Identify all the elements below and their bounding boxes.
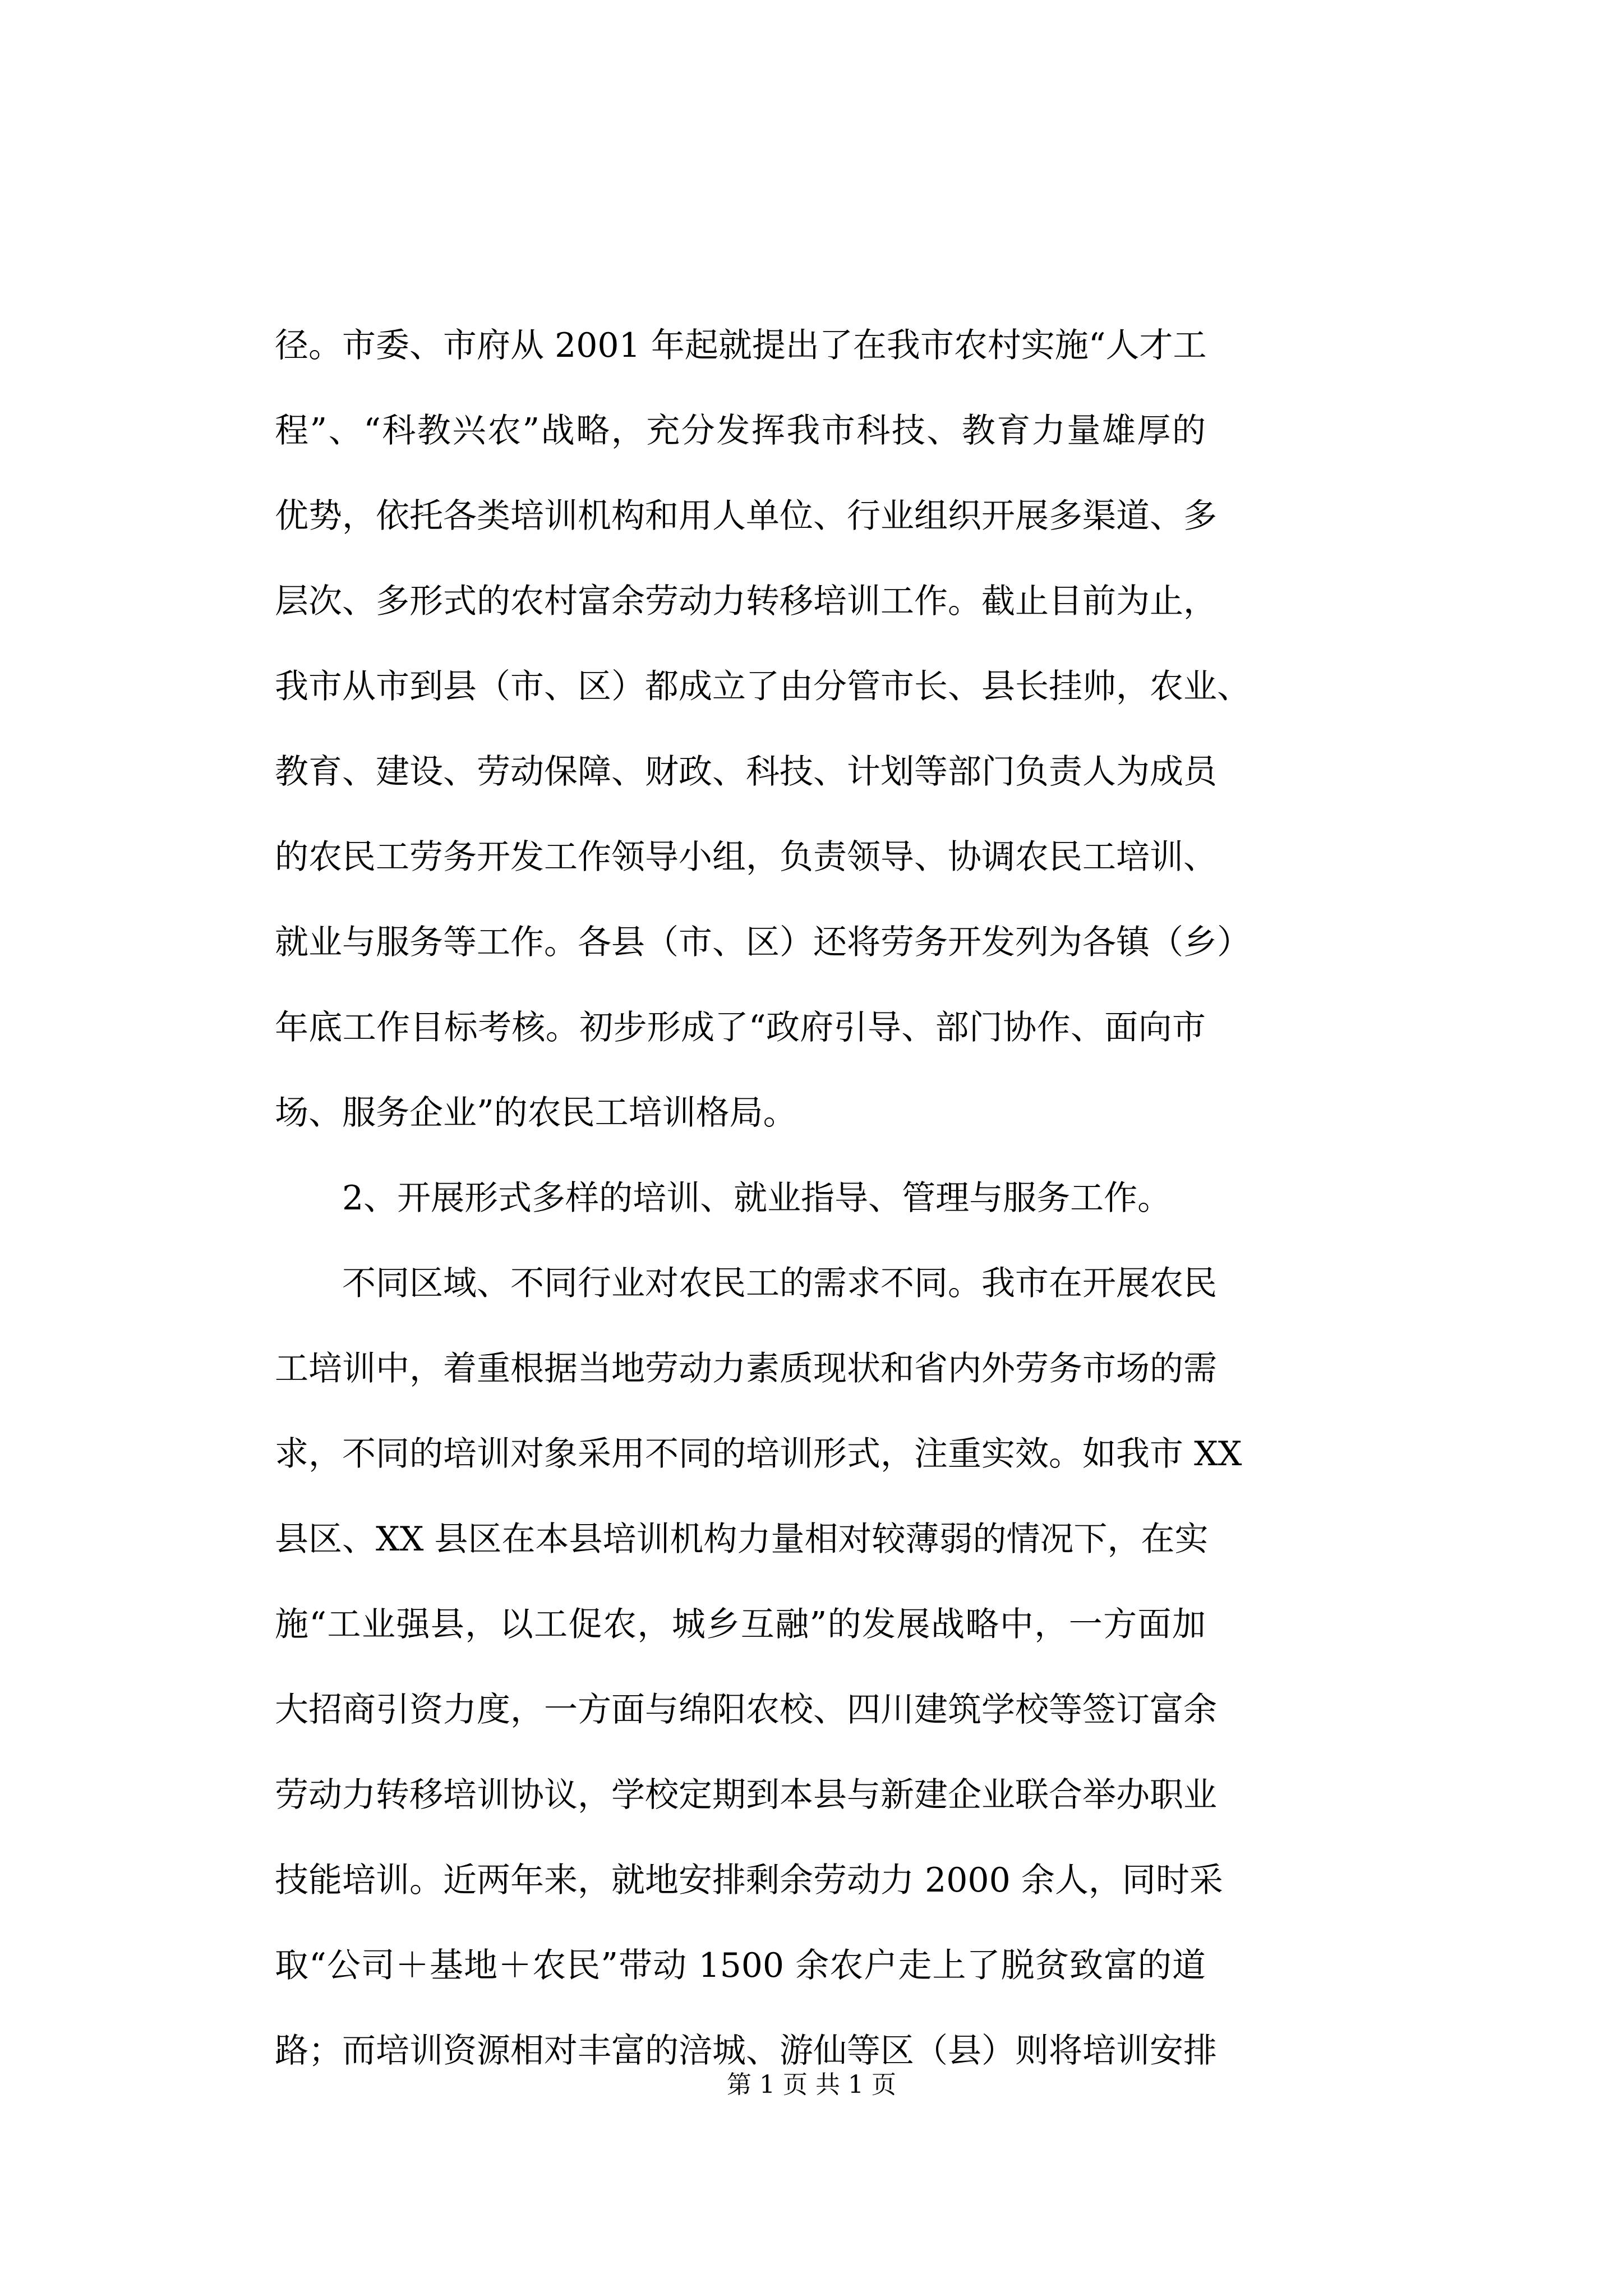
text-line: 县区、XX 县区在本县培训机构力量相对较薄弱的情况下，在实 (275, 1520, 1209, 1559)
text-line: 优势，依托各类培训机构和用人单位、行业组织开展多渠道、多 (275, 496, 1217, 536)
text-line: 年底工作目标考核。初步形成了“政府引导、部门协作、面向市 (275, 1008, 1206, 1047)
text-line: 我市从市到县（市、区）都成立了由分管市长、县长挂帅，农业、 (275, 667, 1251, 706)
section-heading: 2、开展形式多样的培训、就业指导、管理与服务工作。 (275, 1179, 1172, 1218)
paragraph-end-line: 场、服务企业”的农民工培训格局。 (275, 1093, 797, 1133)
text-line: 大招商引资力度，一方面与绵阳农校、四川建筑学校等签订富余 (275, 1690, 1217, 1729)
text-line: 工培训中，着重根据当地劳动力素质现状和省内外劳务市场的需 (275, 1349, 1217, 1388)
text-line: 技能培训。近两年来，就地安排剩余劳动力 2000 余人，同时采 (275, 1861, 1223, 1900)
text-line: 取“公司＋基地＋农民”带动 1500 余农户走上了脱贫致富的道 (275, 1946, 1206, 1985)
text-line: 层次、多形式的农村富余劳动力转移培训工作。截止目前为止， (275, 582, 1217, 621)
page-number-footer: 第 1 页 共 1 页 (727, 2070, 896, 2099)
text-line: 劳动力转移培训协议，学校定期到本县与新建企业联合举办职业 (275, 1775, 1217, 1815)
text-line: 路；而培训资源相对丰富的涪城、游仙等区（县）则将培训安排 (275, 2031, 1217, 2070)
text-line: 求，不同的培训对象采用不同的培训形式，注重实效。如我市 XX (275, 1434, 1242, 1474)
text-line: 的农民工劳务开发工作领导小组，负责领导、协调农民工培训、 (275, 838, 1217, 877)
text-line: 径。市委、市府从 2001 年起就提出了在我市农村实施“人才工 (275, 326, 1207, 365)
text-line: 教育、建设、劳动保障、财政、科技、计划等部门负责人为成员 (275, 752, 1217, 792)
document-body (275, 303, 1251, 2093)
text-line: 施“工业强县，以工促农，城乡互融”的发展战略中，一方面加 (275, 1605, 1206, 1644)
text-line: 就业与服务等工作。各县（市、区）还将劳务开发列为各镇（乡） (275, 923, 1251, 962)
text-line: 程”、“科教兴农”战略，充分发挥我市科技、教育力量雄厚的 (275, 411, 1206, 450)
paragraph-start-line: 不同区域、不同行业对农民工的需求不同。我市在开展农民 (275, 1264, 1217, 1303)
